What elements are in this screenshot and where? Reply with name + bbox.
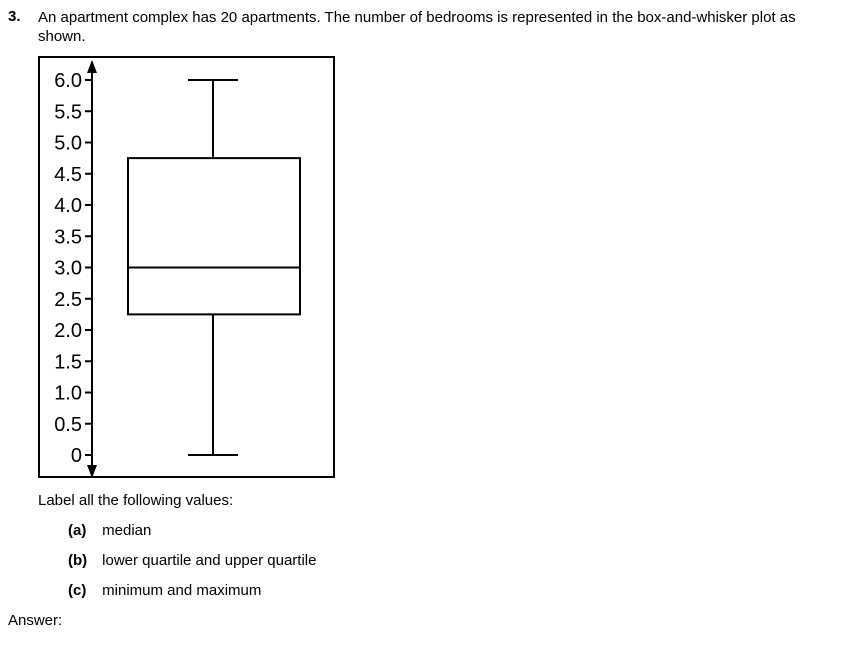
part-c-label: (c) (68, 582, 87, 599)
y-tick-label: 1.5 (54, 351, 82, 374)
part-c-text: minimum and maximum (102, 582, 262, 599)
part-b (68, 552, 316, 569)
y-tick-label: 0 (70, 445, 82, 467)
y-tick-label: 2.0 (54, 320, 82, 342)
instruction-text: Label all the following values: (38, 492, 234, 509)
y-axis-arrow-up (87, 60, 97, 73)
y-tick-label: 4.0 (54, 195, 82, 217)
interquartile-box (128, 158, 300, 314)
y-tick-label: 0.5 (54, 413, 82, 436)
box-and-whisker-plot (40, 58, 337, 480)
y-axis-arrow-down (87, 465, 97, 478)
y-tick-label: 2.5 (54, 288, 82, 311)
y-tick-label: 5.5 (54, 101, 82, 124)
box-plot-frame (38, 56, 335, 478)
y-tick-label: 4.5 (54, 163, 82, 186)
question-number: 3. (8, 8, 21, 25)
part-a-label: (a) (68, 522, 87, 539)
part-b-text: lower quartile and upper quartile (102, 552, 317, 569)
part-a-text: median (102, 522, 152, 539)
part-b-label: (b) (68, 552, 88, 569)
y-tick-label: 5.0 (54, 132, 82, 155)
y-tick-label: 6.0 (54, 70, 82, 92)
y-tick-label: 3.5 (54, 226, 82, 249)
y-tick-label: 3.0 (54, 257, 82, 280)
answer-label: Answer: (8, 612, 63, 629)
y-tick-label: 1.0 (54, 382, 82, 405)
question-text: An apartment complex has 20 apartments. The number of bedrooms is represented in the box-and-whisker plot as shown. (38, 9, 796, 45)
part-a (68, 522, 151, 539)
part-c (68, 582, 261, 599)
